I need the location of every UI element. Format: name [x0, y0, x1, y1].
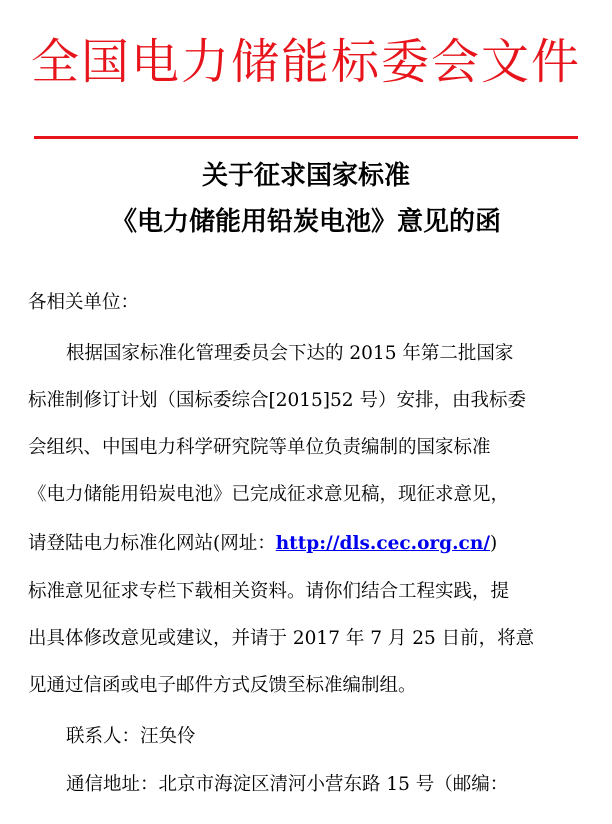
website-prefix: 请登陆电力标准化网站(网址： — [28, 533, 276, 554]
website-suffix: ) — [490, 533, 498, 554]
paragraph-line-6: 标准意见征求专栏下载相关资料。请你们结合工程实践，提 — [28, 581, 510, 602]
paragraph-line-8: 见通过信函或电子邮件方式反馈至标准编制组。 — [28, 675, 417, 696]
website-link[interactable]: http://dls.cec.org.cn/ — [275, 533, 491, 554]
paragraph-line-7: 出具体修改意见或建议，并请于 2017 年 7 月 25 日前，将意 — [28, 628, 535, 649]
masthead-title: 全国电力储能标委会文件 — [30, 34, 581, 90]
document-title-line-2: 《电力储能用铅炭电池》意见的函 — [110, 207, 501, 237]
red-divider-line — [34, 136, 578, 139]
paragraph-line-4: 《电力储能用铅炭电池》已完成征求意见稿，现征求意见， — [28, 484, 510, 505]
salutation: 各相关单位： — [28, 292, 140, 313]
paragraph-line-5 — [28, 531, 497, 557]
paragraph-line-3: 会组织、中国电力科学研究院等单位负责编制的国家标准 — [28, 437, 491, 458]
contact-person: 联系人：汪奂伶 — [66, 726, 196, 747]
mailing-address: 通信地址：北京市海淀区清河小营东路 15 号（邮编： — [66, 774, 509, 795]
paragraph-line-1: 根据国家标准化管理委员会下达的 2015 年第二批国家 — [66, 343, 514, 364]
paragraph-line-2: 标准制修订计划（国标委综合[2015]52 号）安排，由我标委 — [28, 390, 526, 411]
document-title-line-1: 关于征求国家标准 — [201, 161, 410, 191]
